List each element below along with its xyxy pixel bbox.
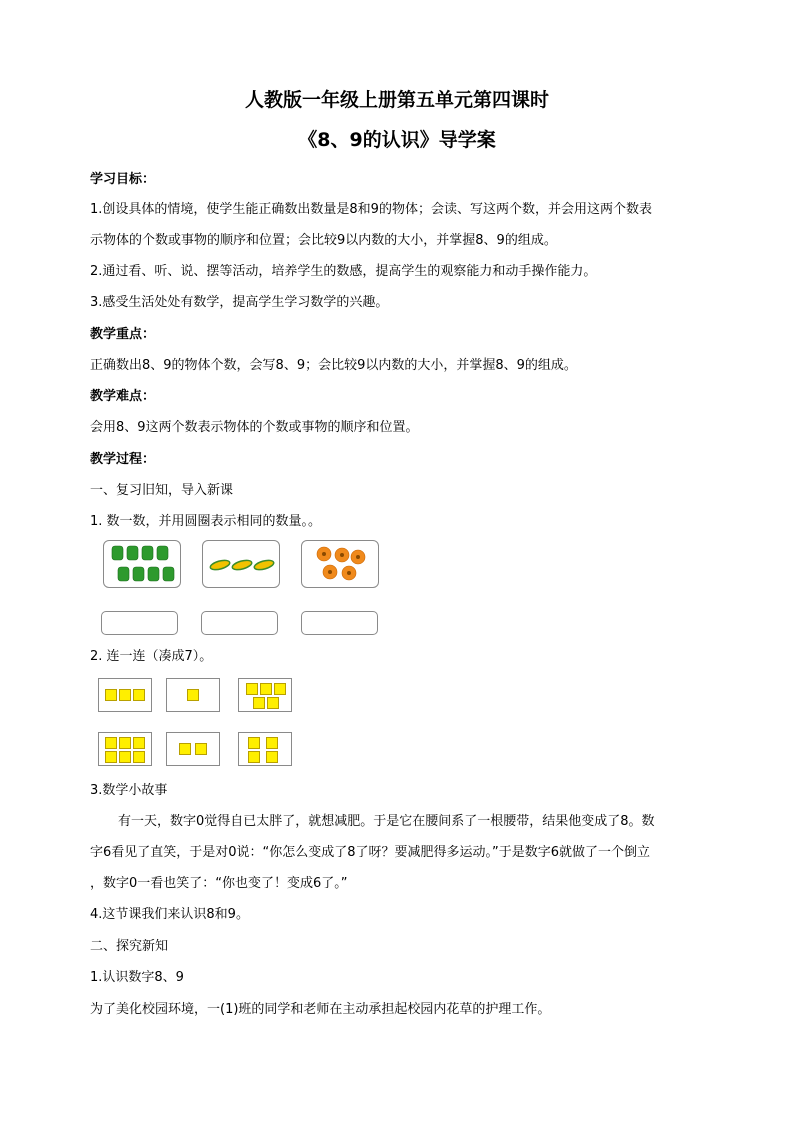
square <box>119 737 131 749</box>
difficulty-text: 会用8、9这两个数表示物体的个数或事物的顺序和位置。 <box>90 420 419 435</box>
square <box>179 743 191 755</box>
square <box>105 751 117 763</box>
difficulty-heading: 教学难点： <box>90 389 156 404</box>
item-5: 1.认识数字8、9 <box>90 970 184 985</box>
picture-box-peppers <box>103 540 181 588</box>
square <box>246 683 258 695</box>
card-top-3[interactable] <box>98 678 152 712</box>
square <box>133 751 145 763</box>
item-2: 2. 连一连（凑成7）。 <box>90 649 213 664</box>
item-3: 3.数学小故事 <box>90 783 168 798</box>
square <box>119 751 131 763</box>
story-line-2: 字6看见了直笑，于是对0说：“你怎么变成了8了呀？要减肥得多运动。”于是数字6就做了一个倒立 <box>90 845 651 860</box>
answer-box-1[interactable] <box>101 611 178 635</box>
square <box>260 683 272 695</box>
square <box>195 743 207 755</box>
card-top-5[interactable] <box>238 678 292 712</box>
key-text: 正确数出8、9的物体个数，会写8、9；会比较9以内数的大小，并掌握8、9的组成。 <box>90 358 577 373</box>
page-subtitle: 《8、9的认识》导学案 <box>298 129 496 151</box>
square <box>105 737 117 749</box>
page-title: 人教版一年级上册第五单元第四课时 <box>244 89 549 111</box>
answer-box-2[interactable] <box>201 611 278 635</box>
square <box>274 683 286 695</box>
square <box>133 689 145 701</box>
corn-icon <box>253 559 274 572</box>
corn-icons <box>203 541 279 587</box>
square <box>119 689 131 701</box>
goal-1a: 1.创设具体的情境，使学生能正确数出数量是8和9的物体；会读、写这两个数，并会用这两个数表 <box>90 202 652 217</box>
square <box>267 697 279 709</box>
answer-box-3[interactable] <box>301 611 378 635</box>
card-top-1[interactable] <box>166 678 220 712</box>
goal-2: 2.通过看、听、说、摆等活动，培养学生的数感，提高学生的观察能力和动手操作能力。 <box>90 264 597 279</box>
card-bottom-2[interactable] <box>166 732 220 766</box>
pepper-icon <box>163 567 174 581</box>
pepper-icon <box>157 546 168 560</box>
pepper-icons <box>104 541 180 587</box>
picture-box-flowers <box>301 540 379 588</box>
square <box>266 751 278 763</box>
process-heading: 教学过程： <box>90 452 156 467</box>
pepper-icon <box>112 546 123 560</box>
goal-1b: 示物体的个数或事物的顺序和位置；会比较9以内数的大小，并掌握8、9的组成。 <box>90 233 557 248</box>
pepper-icon <box>118 567 129 581</box>
square <box>248 751 260 763</box>
part-2-heading: 二、探究新知 <box>90 939 169 954</box>
pepper-icon <box>148 567 159 581</box>
card-bottom-6[interactable] <box>98 732 152 766</box>
part-1-heading: 一、复习旧知，导入新课 <box>90 483 234 498</box>
picture-box-corn <box>202 540 280 588</box>
item-4: 4.这节课我们来认识8和9。 <box>90 907 249 922</box>
flower-icons <box>302 541 378 587</box>
goals-heading: 学习目标： <box>90 172 156 187</box>
square <box>133 737 145 749</box>
story-line-1: 有一天，数字0觉得自已太胖了，就想减肥。于是它在腰间系了一根腰带，结果他变成了8。数 <box>118 814 655 829</box>
square <box>248 737 260 749</box>
pepper-icon <box>127 546 138 560</box>
pepper-icon <box>133 567 144 581</box>
key-heading: 教学重点： <box>90 327 156 342</box>
square <box>187 689 199 701</box>
story-line-3: ，数字0一看也笑了：“你也变了！变成6了。” <box>90 876 348 891</box>
square <box>105 689 117 701</box>
pepper-icon <box>142 546 153 560</box>
square <box>253 697 265 709</box>
item-1: 1. 数一数，并用圆圈表示相同的数量。。 <box>90 514 322 529</box>
corn-icon <box>231 559 252 572</box>
corn-icon <box>209 559 230 572</box>
item-6: 为了美化校园环境，一(1)班的同学和老师在主动承担起校园内花草的护理工作。 <box>90 1002 551 1017</box>
goal-3: 3.感受生活处处有数学，提高学生学习数学的兴趣。 <box>90 295 389 310</box>
square <box>266 737 278 749</box>
card-bottom-4[interactable] <box>238 732 292 766</box>
